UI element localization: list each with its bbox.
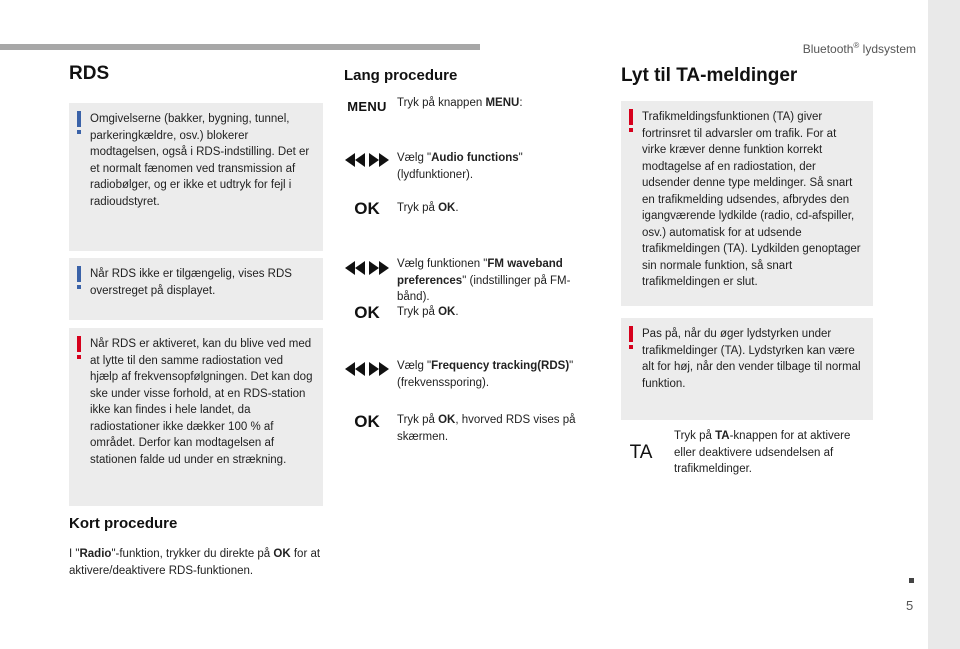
top-rule [0,44,480,50]
short-procedure-heading: Kort procedure [69,515,178,532]
step-text: Vælg "Frequency tracking(RDS)" (frekvenssporing). [397,360,574,389]
ta-heading: Lyt til TA-meldinger [621,65,798,86]
warning-box-text: Pas på, når du øger lydstyrken under trafikmeldinger (TA). Lydstyrken kan være alt for høj, når den vender tilbage til normal funktion. [642,328,861,390]
warning-icon [77,336,81,352]
info-icon [77,266,81,282]
warning-box-text: Trafikmeldingsfunktionen (TA) giver fortrinsret til advarsler om trafik. For at virke kræver denne funktion korrekt modtagelse af en radiostation, der udsender denne type meldinger. Så snart en trafikmelding udsendes, afbrydes den igangværende lydkilde (radio, cd-afspiller, osv.) automatisk for at udsende trafikmeldingen (TA). Lydkilden genoptager sin normale funktion, så snart trafikmeldingen er slut. [642,111,861,288]
rds-heading: RDS [69,63,110,84]
left-right-arrows-icon [342,362,392,376]
end-marker [909,578,914,583]
warning-box-traffic-announcements [621,101,873,306]
short-procedure-text: I "Radio"-funktion, trykker du direkte på OK for at aktivere/deaktivere RDS-funktionen. [69,548,321,577]
step-text: Tryk på OK. [397,202,459,214]
left-right-arrows-icon [342,153,392,167]
menu-button-icon: MENU [347,99,387,114]
step-text: Tryk på OK, hvorved RDS vises på skærmen. [397,414,576,443]
warning-icon [629,326,633,342]
ta-button-icon: TA [629,442,653,463]
warning-box-rds-active [69,328,323,506]
ok-button-icon: OK [354,412,380,431]
step-text: Vælg funktionen "FM waveband preferences" (indstillinger på FM-bånd). [397,258,571,303]
side-strip [928,0,960,649]
ok-button-icon: OK [354,303,380,322]
page-number: 5 [906,598,914,613]
info-icon [77,111,81,127]
warning-box-volume [621,318,873,420]
long-procedure-heading: Lang procedure [344,67,458,84]
step-text: Vælg "Audio functions" (lydfunktioner). [397,152,523,181]
ok-button-icon: OK [354,199,380,218]
info-box-text: Omgivelserne (bakker, bygning, tunnel, parkeringkældre, osv.) blokerer modtagelsen, også i RDS-indstilling. Det er et normalt fænomen ved transmission af radiobølger, og er ikke et udtryk for fejl i radioudstyret. [90,113,310,208]
warning-icon [629,109,633,125]
info-box-text: Når RDS ikke er tilgængelig, vises RDS overstreget på displayet. [90,268,292,297]
step-text: Tryk på OK. [397,306,459,318]
ta-step-text: Tryk på TA-knappen for at aktivere eller deaktivere udsendelsen af trafikmeldinger. [674,430,851,475]
left-right-arrows-icon [342,261,392,275]
info-box-surroundings [69,103,323,251]
info-box-rds-unavailable [69,258,323,320]
step-text: Tryk på knappen MENU: [397,97,523,109]
warning-box-text: Når RDS er aktiveret, kan du blive ved med at lytte til den samme radiostation ved hjælp af frekvensopfølgningen. Det kan dog ske under visse forhold, at en RDS-station ikke kan findes i hele landet, da radiostationer ikke dækker 100 % af området. Derfor kan modtagelsen af stationen falde ud under en strækning. [90,338,313,466]
running-header: Bluetooth® lydsystem [802,41,916,56]
